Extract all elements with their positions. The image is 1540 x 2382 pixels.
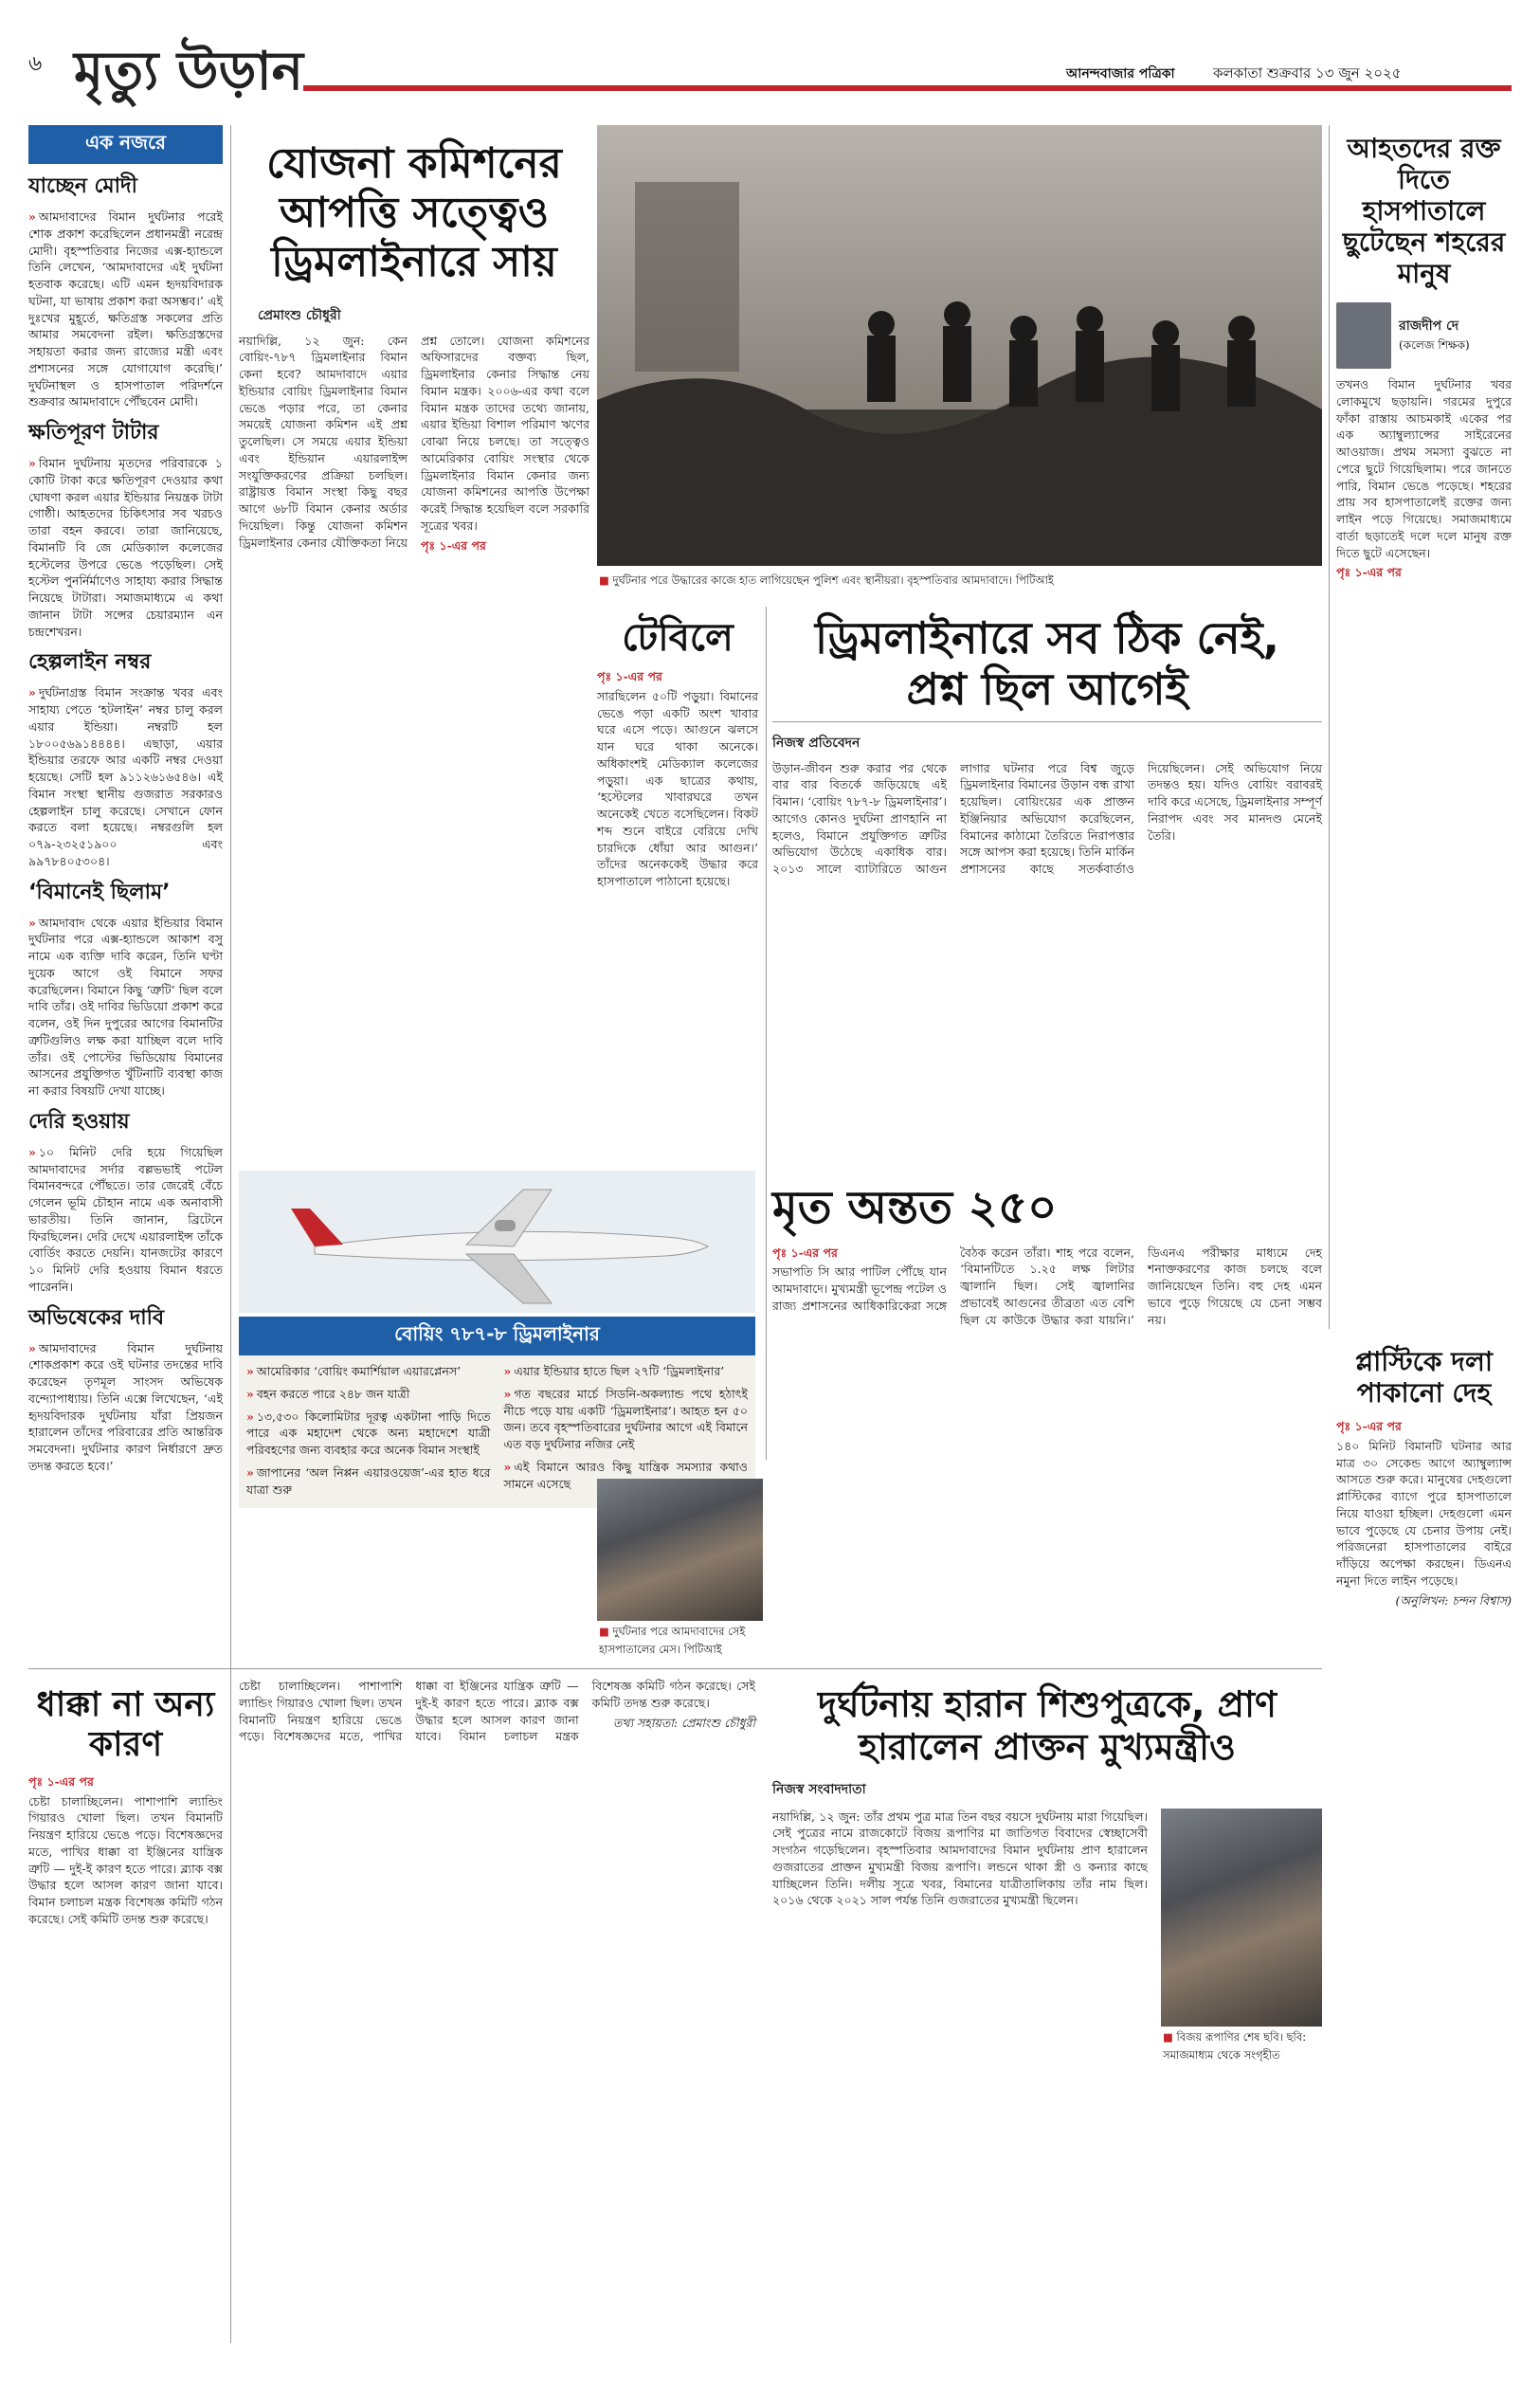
boeing-fact: » এই বিমানে আরও কিছু যান্ত্রিক সমস্যার কথাও সামনে এসেছে — [504, 1459, 749, 1493]
sidebar-section-title: হেল্পলাইন নম্বর — [28, 650, 152, 675]
divider — [28, 1668, 1322, 1669]
sidebar-section-body: » আমদাবাদ থেকে এয়ার ইন্ডিয়ার বিমান দুর্ঘটনার পরে এক্স-হ্যান্ডলে আকাশ বসু নামে এক ব্যক্তি দাবি করেন, তিনি ঘণ্টা দুয়েক আগে ওই বিমানে সফর করেছিলেন। বিমানে কিছু ‘ত্রুটি’ ছিল বলে দাবি তাঁর। ওই দাবির ভিডিয়ো প্রকাশ করে বলেন, ওই দিন দুপুরের আগের বিমানটির ত্রুটিগুলিও লক্ষ করা যাচ্ছিল বলে দাবি তাঁর। ওই পোস্টের ভিডিয়োয় বিমানের আসনের প্রযুক্তিগত খুঁটিনাটি ব্যবস্থা কাজ না করার বিষয়টি দেখা যাচ্ছে। — [28, 915, 223, 1100]
divider — [230, 125, 231, 2343]
mid-photo-caption: ■ দুর্ঘটনার পরে আমদাবাদের সেই হাসপাতালের মেস। পিটিআই — [597, 1621, 763, 1663]
plastic-headline: প্লাস্টিকে দলা পাকানো দেহ — [1355, 1346, 1493, 1409]
table-headline: টেবিলে — [622, 616, 734, 660]
dateline: কলকাতা শুক্রবার ১৩ জুন ২০২৫ — [1213, 64, 1402, 82]
blood-story — [1336, 133, 1512, 1327]
sidebar-section-title: ক্ষতিপূরণ টাটার — [28, 421, 159, 445]
section-title: মৃত্যু উড়ান — [74, 41, 304, 102]
rescue-scene-image — [597, 125, 1322, 566]
death-headline: মৃত অন্তত ২৫০ — [772, 1181, 1058, 1234]
jolt-story — [28, 1678, 223, 2341]
jolt-body-continued: চেষ্টা চালাচ্ছিলেন। পাশাপাশি ল্যান্ডিং গিয়ারও খোলা ছিল। তখন বিমানটি নিয়ন্ত্রণ হারিয়ে ভেঙে পড়ে। বিশেষজ্ঞদের মতে, পাখির ধাক্কা বা ইঞ্জিনের যান্ত্রিক ত্রুটি — দুই-ই কারণ হতে পারে। ব্ল্যাক বক্স উদ্ধার হলে আসল কারণ জানা যাবে। বিমান চলাচল মন্ত্রক বিশেষজ্ঞ কমিটি গঠন করেছে। সেই কমিটি তদন্ত শুরু করেছে। — [239, 1679, 755, 1744]
sidebar-section-title: দেরি হওয়ায় — [28, 1109, 130, 1134]
masthead-rule — [303, 85, 1512, 91]
page-number: ৬ — [28, 52, 43, 76]
sidebar-section-body: » ১০ মিনিট দেরি হয়ে গিয়েছিল আমদাবাদের সর্দার বল্লভভাই পটেল বিমানবন্দরে পৌঁছতে। তার জেরেই বেঁচে গেলেন ভূমি চৌহান নামে এক অনাবাসী ভারতীয়। তিনি জানান, ব্রিটেনে ফিরছিলেন। দেরি দেখে এয়ারলাইন্স তাঁকে বোর্ডিং করতে দেয়নি। যানজটের কারণে ১০ মিনিট দেরি হওয়ায় বিমান ধরতে পারেননি। — [28, 1144, 223, 1296]
lead-body: নয়াদিল্লি, ১২ জুন: কেন বোয়িং-৭৮৭ ড্রিমলাইনার বিমান কেনা হবে? আমদাবাদে এয়ার ইন্ডিয়ার বোয়িং ড্রিমলাইনার বিমান ভেঙে পড়ার পরে, তা কেনার সময়েই যোজনা কমিশন এই প্রশ্ন তুলেছিল। সে সময়ে এয়ার ইন্ডিয়া এবং ইন্ডিয়ান এয়ারলাইন্স সংযুক্তিকরণের প্রক্রিয়া চলছিল। রাষ্ট্রায়ত্ত বিমান সংস্থা কিছু বছর আগে ৬৮টি বিমান কেনার অর্ডার দিয়েছিল। কিন্তু যোজনা কমিশন ড্রিমলাইনার কেনার যৌক্তিকতা নিয়ে প্রশ্ন তোলে। যোজনা কমিশনের অফিসারদের বক্তব্য ছিল, ড্রিমলাইনার কেনার সিদ্ধান্ত নেয় বিমান মন্ত্রক। ২০০৬-এর কথা বলে বিমান মন্ত্রক তাদের তথ্যে জানায়, এয়ার ইন্ডিয়া বিশাল পরিমাণ ঋণের বোঝা নিয়ে চলছে। তা সত্ত্বেও আমেরিকার বোয়িং সংস্থার থেকে ড্রিমলাইনার বিমান কেনার জন্য যোজনা কমিশনের আপত্তি উপেক্ষা করেই সিদ্ধান্ত হয়েছিল বলে সরকারি সূত্রের খবর। — [239, 333, 589, 550]
mid-photo — [597, 1479, 763, 1654]
sidebar-section-body: » আমদাবাদের বিমান দুর্ঘটনায় শোকপ্রকাশ করে ওই ঘটনার তদন্তের দাবি করেছেন তৃণমূল সাংসদ অভিষেক বন্দ্যোপাধ্যায়। তিনি এক্সে লিখেছেন, ‘এই হৃদয়বিদারক দুর্ঘটনায় যাঁরা প্রিয়জন হারালেন তাঁদের পরিবারের প্রতি আন্তরিক সমবেদনা। দুর্ঘটনার কারণ নির্ধারণে দ্রুত তদন্ত করতে হবে।’ — [28, 1340, 223, 1475]
masthead — [28, 28, 1512, 116]
top-photo — [597, 125, 1322, 590]
sidebar-section-title: যাচ্ছেন মোদী — [28, 174, 137, 198]
sidebar-sections — [28, 170, 223, 1475]
blood-continue: পৃঃ ১-এর পর — [1336, 565, 1402, 580]
sidebar-section-body: » দুর্ঘটনাগ্রস্ত বিমান সংক্রান্ত খবর এবং সাহায্য পেতে ‘হটলাইন’ নম্বর চালু করল এয়ার ইন্ডিয়া। নম্বরটি হল ১৮০০৫৬৯১৪৪৪৪। এছাড়া, এয়ার ইন্ডিয়ার তরফে আর একটি নম্বর দেওয়া হয়েছে। সেটি হল ৯১১২৬১৬৫৪৬। এই বিমান সংস্থা স্থানীয় গুজরাত সরকারও হেল্পলাইন চালু করেছে। সেখানে ফোন করতে বলা হয়েছে। নম্বরগুলি হল ০৭৯-২৩২৫১৯০০ এবং ৯৯৭৮৪০৫৩০৪। — [28, 684, 223, 869]
jolt-story-cont — [239, 1678, 755, 2341]
boeing-box — [239, 1171, 755, 1507]
plastic-credit: (অনুলিখন: চন্দন বিশ্বাস) — [1395, 1592, 1512, 1608]
main-byline: নিজস্ব প্রতিবেদন — [772, 735, 861, 751]
boeing-fact: » আমেরিকার ‘বোয়িং কমার্শিয়াল এয়ারপ্লেনস’ — [246, 1363, 491, 1380]
lead-story — [239, 128, 589, 1161]
sidebar-section-title: ‘বিমানেই ছিলাম’ — [28, 880, 171, 904]
divider — [766, 607, 767, 1460]
top-photo-caption: ■ দুর্ঘটনার পরে উদ্ধারের কাজে হাত লাগিয়েছেন পুলিশ এবং স্থানীয়রা। বৃহস্পতিবার আমদাবাদে। পিটিআই — [597, 570, 1322, 593]
death-continue: পৃঃ ১-এর পর — [772, 1245, 838, 1260]
plastic-continue: পৃঃ ১-এর পর — [1336, 1419, 1402, 1434]
blood-headline: আহতদের রক্ত দিতে হাসপাতালে ছুটেছেন শহরের মানুষ — [1342, 133, 1506, 290]
lead-headline: যোজনা কমিশনের আপত্তি সত্ত্বেও ড্রিমলাইনারে সায় — [266, 139, 562, 286]
mess-hall-image — [597, 1479, 763, 1621]
sidebar-label: এক নজরে — [28, 125, 223, 164]
boeing-fact: » ১৩,৫৩০ কিলোমিটার দূরত্ব একটানা পাড়ি দিতে পারে এক মহাদেশ থেকে অন্য মহাদেশে যাত্রী পরিবহণের জন্য ব্যবহার করে অনেক বিমান সংস্থাই — [246, 1409, 491, 1459]
cm-photo-image — [1161, 1809, 1322, 2027]
boeing-fact: » এয়ার ইন্ডিয়ার হাতে ছিল ২৭টি ‘ড্রিমলাইনার’ — [504, 1363, 749, 1380]
author-name: রাজদীপ দে — [1399, 318, 1459, 335]
death-body: সভাপতি সি আর পাটিল পৌঁছে যান আমদাবাদে। মুখ্যমন্ত্রী ভূপেন্দ্র পটেল ও রাজ্য প্রশাসনের আধিকারিকেরা সঙ্গে বৈঠক করেন তাঁরা। শাহ পরে বলেন, ‘বিমানটিতে ১.২৫ লক্ষ লিটার জ্বালানি ছিল। সেই জ্বালানির প্রভাবেই আগুনের তীব্রতা এত বেশি ছিল যে কাউকে উদ্ধার করা যায়নি।’ ডিএনএ পরীক্ষার মাধ্যমে দেহ শনাক্তকরণের কাজ চলছে বলে জানিয়েছেন তিনি। বহু দেহ এমন ভাবে পুড়ে গিয়েছে যে চেনা সম্ভব নয়। — [772, 1245, 1322, 1327]
boeing-fact: » জাপানের ‘অল নিপ্পন এয়ারওয়েজ’-এর হাত ধরে যাত্রা শুরু — [246, 1464, 491, 1499]
main-body: উড়ান-জীবন শুরু করার পর থেকে বার বার বিতর্কে জড়িয়েছে এই বিমান। ‘বোয়িং ৭৮৭-৮ ড্রিমলাইনার’। আগেও কোনও দুর্ঘটনা প্রাণহানি না হলেও, বিমানে প্রযুক্তিগত ত্রুটির অভিযোগ উঠেছে একাধিক বার। ২০১৩ সালে ব্যাটারিতে আগুন লাগার ঘটনার পরে বিশ্ব জুড়ে ড্রিমলাইনার বিমানের উড়ান বন্ধ রাখা হয়েছিল। বোয়িংয়ের এক প্রাক্তন ইঞ্জিনিয়ার অভিযোগ করেছিলেন, বিমানের কাঠামো তৈরিতে নিরাপত্তার সঙ্গে আপস করা হয়েছে। তিনি মার্কিন প্রশাসনের কাছে সতর্কবার্তাও দিয়েছিলেন। সেই অভিযোগ নিয়ে তদন্তও হয়। যদিও বোয়িং বরাবরই দাবি করে এসেছে, ড্রিমলাইনার সম্পূর্ণ নিরাপদ এবং সব মানদণ্ড মেনেই তৈরি। — [772, 760, 1323, 877]
jolt-credit: তথ্য সহায়তা: প্রেমাংশু চৌধুরী — [612, 1715, 755, 1730]
death-story — [772, 1175, 1322, 1659]
sidebar-section-body: » বিমান দুর্ঘটনায় মৃতদের পরিবারকে ১ কোটি টাকা করে ক্ষতিপূরণ দেওয়ার কথা ঘোষণা করল এয়ার ইন্ডিয়ার নিয়ন্ত্রক টাটা গোষ্ঠী। আহতদের চিকিৎসার সব খরচও তারা বহন করবে। তারা জানিয়েছে, বিমানটি বি জে মেডিক্যাল কলেজের হস্টেলের উপরে ভেঙে পড়েছিল। সেই হস্টেল পুনর্নির্মাণেও সাহায্য করার সিদ্ধান্ত নিয়েছে টাটারা। সমাজমাধ্যমে এ কথা জানান টাটা সন্সের চেয়ারম্যান এন চন্দ্রশেখরন। — [28, 455, 223, 640]
cm-photo-caption: ■ বিজয় রূপাণির শেষ ছবি। ছবি: সমাজমাধ্যম থেকে সংগৃহীত — [1161, 2027, 1322, 2068]
cm-headline: দুর্ঘটনায় হারান শিশুপুত্রকে, প্রাণ হারালেন প্রাক্তন মুখ্যমন্ত্রীও — [818, 1683, 1277, 1768]
sidebar-section-title: অভিষেকের দাবি — [28, 1305, 165, 1330]
main-headline: ড্রিমলাইনারে সব ঠিক নেই, প্রশ্ন ছিল আগেই — [772, 607, 1322, 722]
paper-name: আনন্দবাজার পত্রিকা — [1066, 66, 1175, 82]
boeing-title: বোয়িং ৭৮৭-৮ ড্রিমলাইনার — [239, 1317, 755, 1355]
jolt-headline: ধাক্কা না অন্য কারণ — [36, 1685, 215, 1765]
jolt-continue: পৃঃ ১-এর পর — [28, 1773, 94, 1789]
jolt-body: চেষ্টা চালাচ্ছিলেন। পাশাপাশি ল্যান্ডিং গিয়ারও খোলা ছিল। তখন বিমানটি নিয়ন্ত্রণ হারিয়ে ভেঙে পড়ে। বিশেষজ্ঞদের মতে, পাখির ধাক্কা বা ইঞ্জিনের যান্ত্রিক ত্রুটি — দুই-ই কারণ হতে পারে। ব্ল্যাক বক্স উদ্ধার হলে আসল কারণ জানা যাবে। বিমান চলাচল মন্ত্রক বিশেষজ্ঞ কমিটি গঠন করেছে। সেই কমিটি তদন্ত শুরু করেছে। — [28, 1793, 223, 1926]
cm-body: নয়াদিল্লি, ১২ জুন: তাঁর প্রথম পুত্র মাত্র তিন বছর বয়সে দুর্ঘটনায় মারা গিয়েছিল। সেই পুত্রের নামে রাজকোটে বিজয় রূপাণির মা জাতিগত বিবাদের স্বেচ্ছাসেবী সংগঠন গড়েছিলেন। বৃহস্পতিবার আমদাবাদের বিমান দুর্ঘটনায় প্রাণ হারালেন গুজরাতের প্রাক্তন মুখ্যমন্ত্রী বিজয় রূপাণি। লন্ডনে থাকা স্ত্রী ও কন্যার কাছে যাচ্ছিলেন তিনি। দলীয় সূত্রে খবর, বিমানের যাত্রীতালিকায় তাঁর নাম ছিল। ২০১৬ থেকে ২০২১ সাল পর্যন্ত তিনি গুজরাতের মুখ্যমন্ত্রী ছিলেন। — [772, 1809, 1148, 1908]
table-continue: পৃঃ ১-এর পর — [597, 669, 662, 684]
plastic-body: ১৪০ মিনিট বিমানটি ঘটনার আর মাত্র ৩০ সেকেন্ড আগে অ্যাম্বুল্যান্স আসতে শুরু করে। মানুষের দেহগুলো প্লাস্টিকের ব্যাগে পুরে হাসপাতালে নিয়ে যাওয়া হচ্ছিল। দেহগুলো এমন ভাবে পুড়েছে যে চেনার উপায় নেই। পরিজনেরা হাসপাতালের বাইরে দাঁড়িয়ে অপেক্ষা করছেন। ডিএনএ নমুনা দিতে লাইন পড়েছে। — [1336, 1438, 1512, 1588]
plastic-story — [1336, 1336, 1512, 2341]
sidebar-section-body: » আমদাবাদের বিমান দুর্ঘটনার পরেই শোক প্রকাশ করেছিলেন প্রধানমন্ত্রী নরেন্দ্র মোদী। বৃহস্পতিবার নিজের এক্স-হ্যান্ডলে তিনি লেখেন, ‘আমদাবাদের এই দুর্ঘটনা হতবাক করেছে। এটি এমন হৃদয়বিদারক ঘটনা, যা ভাষায় প্রকাশ করা অসম্ভব।’ এই দুঃখের মুহূর্তে, ক্ষতিগ্রস্ত সকলের প্রতি আমার সমবেদনা রইল। ক্ষতিগ্রস্তদের সহায়তা করার জন্য রাজ্যের মন্ত্রী এবং প্রশাসনের সঙ্গে যোগাযোগ করেছি।’ দুর্ঘটনাস্থল ও হাসপাতাল পরিদর্শনে শুক্রবার আমদাবাদে পৌঁছবেন মোদী। — [28, 209, 223, 410]
lead-continue: পৃঃ ১-এর পর — [421, 537, 486, 553]
divider — [1329, 125, 1330, 1329]
boeing-fact: » বহন করতে পারে ২৪৮ জন যাত্রী — [246, 1386, 491, 1403]
sidebar — [28, 125, 223, 1473]
boeing-fact: » গত বছরের মার্চে সিডনি-অকল্যান্ড পথে হঠাৎই নীচে পড়ে যায় একটি ‘ড্রিমলাইনার’। আহত হন ৫০ জন। তবে বৃহস্পতিবারের দুর্ঘটনার আগে এই বিমানে এত বড় দুর্ঘটনার নজির নেই — [504, 1386, 749, 1453]
blood-body: তখনও বিমান দুর্ঘটনার খবর লোকমুখে ছড়ায়নি। গরমের দুপুরে ফাঁকা রাস্তায় আচমকাই একের পর এক অ্যাম্বুল্যান্সের সাইরেনের আওয়াজ। প্রথম সমস্যা বুঝতে না পেরে ছুটে গিয়েছিলাম। পরে জানতে পারি, বিমান ভেঙে পড়েছে। শহরের প্রায় সব হাসপাতালেই রক্তের জন্য লাইন পড়ে গিয়েছে। সমাজমাধ্যমে বার্তা ছড়াতেই দলে দলে মানুষ রক্ত দিতে ছুটে এসেছেন। — [1336, 377, 1512, 560]
lead-byline: প্রেমাংশু চৌধুরী — [258, 307, 341, 323]
cm-story — [772, 1678, 1322, 2341]
airplane-image — [239, 1171, 755, 1313]
author-avatar — [1336, 302, 1391, 369]
table-body: সারছিলেন ৫০টি পড়ুয়া। বিমানের ভেঙে পড়া একটি অংশ খাবার ঘরে এসে পড়ে। আগুনে ঝলসে যান ঘরে থাকা অনেকে। অধিকাংশই মেডিক্যাল কলেজের পড়ুয়া। এক ছাত্রের কথায়, ‘হস্টেলের খাবারঘরে তখন অনেকেই খেতে বসেছিলেন। বিকট শব্দ শুনে বাইরে বেরিয়ে দেখি চারদিকে ধোঁয়া আর আগুন।’ তাঁদের অনেককেই উদ্ধার করে হাসপাতালে পাঠানো হয়েছে। — [597, 688, 758, 889]
cm-byline: নিজস্ব সংবাদদাতা — [772, 1781, 866, 1797]
main-story — [772, 607, 1322, 1156]
author-role: (কলেজ শিক্ষক) — [1399, 338, 1470, 353]
